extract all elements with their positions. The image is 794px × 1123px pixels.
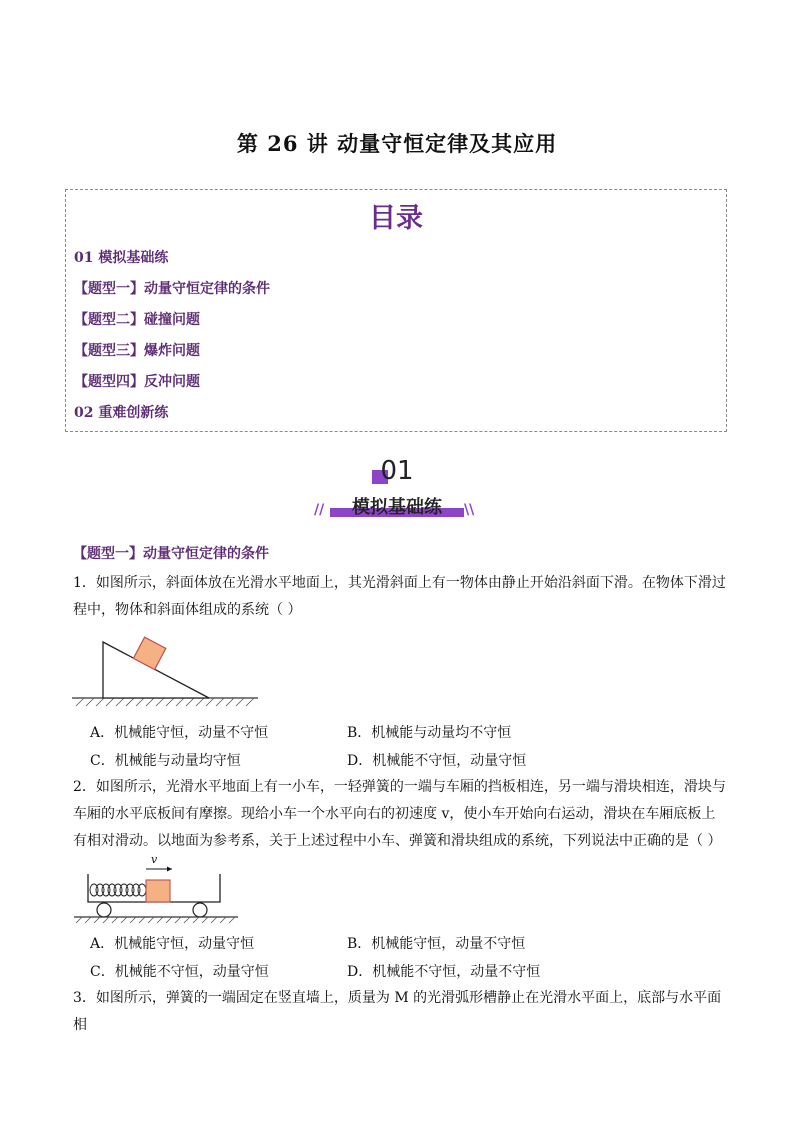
question-line: 程中，物体和斜面体组成的系统（ ） xyxy=(73,602,302,618)
question-line: 3．如图所示，弹簧的一端固定在竖直墙上，质量为 M 的光滑弧形槽静止在光滑水平面上，底部与水平面相 xyxy=(73,990,722,1033)
toc-item[interactable]: 01 模拟基础练 xyxy=(74,250,169,266)
right-slash-decoration: \\ xyxy=(464,502,475,518)
velocity-arrowhead xyxy=(167,867,172,872)
toc-item[interactable]: 【题型三】爆炸问题 xyxy=(74,343,200,359)
option-b[interactable]: B．机械能与动量均不守恒 xyxy=(347,725,512,741)
table-of-contents xyxy=(65,189,727,432)
ground-hatching xyxy=(76,698,254,706)
section-title: 模拟基础练 xyxy=(352,497,442,518)
page-title: 第 26 讲 动量守恒定律及其应用 xyxy=(236,131,558,156)
toc-item[interactable]: 【题型四】反冲问题 xyxy=(74,374,200,390)
section-number: 01 xyxy=(380,456,414,486)
spring xyxy=(90,884,146,896)
toc-item[interactable]: 02 重难创新练 xyxy=(74,405,169,421)
question-1-text xyxy=(73,570,728,624)
option-d[interactable]: D．机械能不守恒，动量守恒 xyxy=(347,753,527,769)
option-b[interactable]: B．机械能守恒，动量不守恒 xyxy=(347,936,526,952)
section-badge xyxy=(310,452,484,522)
question-type-heading: 【题型一】动量守恒定律的条件 xyxy=(73,546,269,562)
question-line: 车厢的水平底板间有摩擦。现给小车一个水平向右的初速度 v，使小车开始向右运动，滑块在车厢底板上 xyxy=(73,806,716,822)
option-c[interactable]: C．机械能与动量均守恒 xyxy=(90,753,241,769)
option-a[interactable]: A．机械能守恒，动量不守恒 xyxy=(90,725,269,741)
option-d[interactable]: D．机械能不守恒，动量不守恒 xyxy=(347,964,541,980)
question-line: 1．如图所示，斜面体放在光滑水平地面上，其光滑斜面上有一物体由静止开始沿斜面下滑。在物体下滑过 xyxy=(73,575,726,591)
question-2-text xyxy=(73,774,728,855)
option-c[interactable]: C．机械能不守恒，动量守恒 xyxy=(90,964,269,980)
slider-block xyxy=(146,880,170,902)
incline-figure xyxy=(72,628,262,710)
left-wheel xyxy=(97,903,111,917)
cart-figure xyxy=(72,852,242,924)
velocity-label: v xyxy=(151,853,158,866)
question-line: 2．如图所示，光滑水平地面上有一小车，一轻弹簧的一端与车厢的挡板相连，另一端与滑块相连，滑块与 xyxy=(73,779,726,795)
toc-item[interactable]: 【题型二】碰撞问题 xyxy=(74,312,200,328)
question-3-text xyxy=(73,985,728,1039)
toc-heading: 目录 xyxy=(369,203,423,234)
question-line: 有相对滑动。以地面为参考系，关于上述过程中小车、弹簧和滑块组成的系统，下列说法中正确的是（ ） xyxy=(73,833,722,849)
toc-item[interactable]: 【题型一】动量守恒定律的条件 xyxy=(74,281,270,297)
left-slash-decoration: // xyxy=(314,502,325,518)
ground-hatching xyxy=(76,917,235,923)
option-a[interactable]: A．机械能守恒，动量守恒 xyxy=(90,936,255,952)
right-wheel xyxy=(193,903,207,917)
